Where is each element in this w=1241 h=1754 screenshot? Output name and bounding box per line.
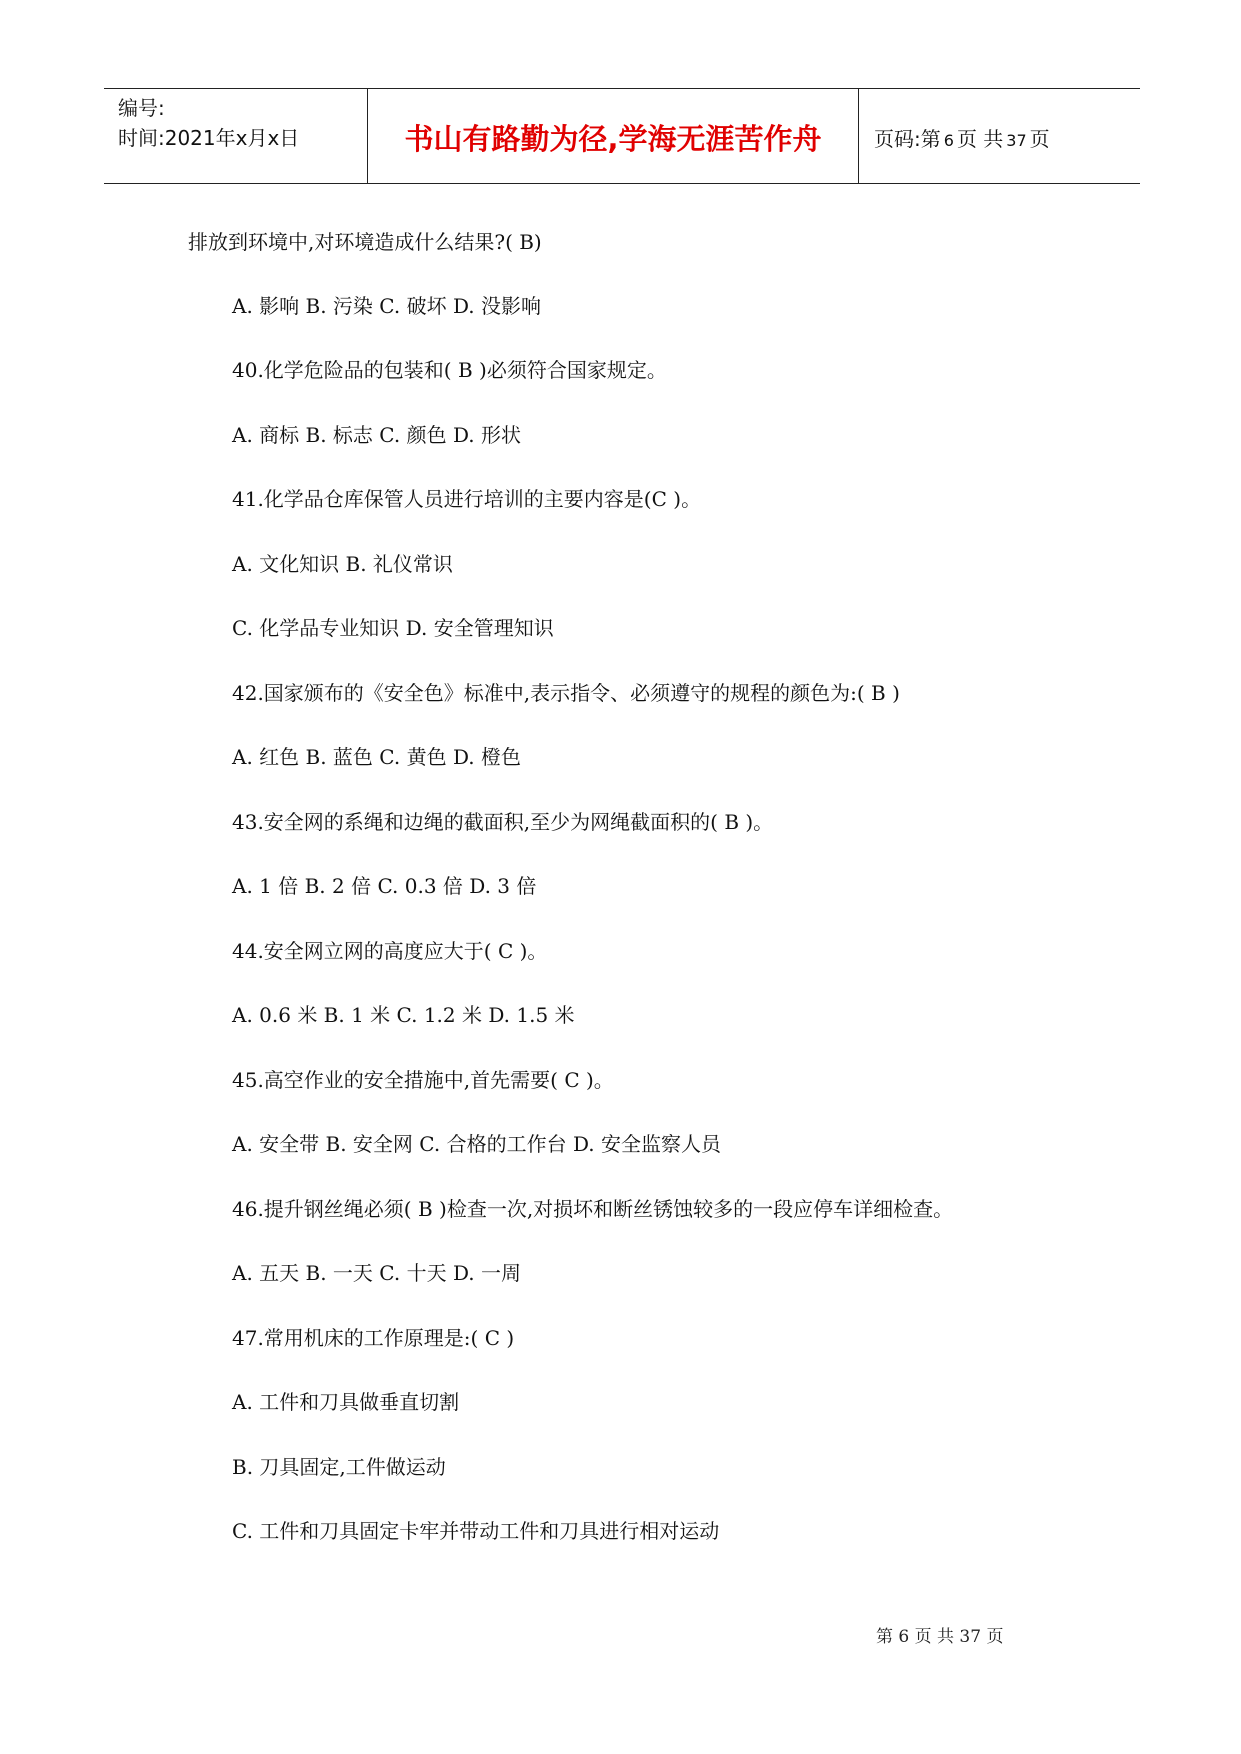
serial-label: 编号: bbox=[118, 96, 165, 120]
question-43: 43.安全网的系绳和边绳的截面积,至少为网绳截面积的( B )。 bbox=[232, 810, 774, 834]
header-page-indicator bbox=[874, 123, 1050, 152]
page-mid: 页 共 bbox=[956, 127, 1004, 151]
answer-options: A. 安全带 B. 安全网 C. 合格的工作台 D. 安全监察人员 bbox=[232, 1132, 721, 1156]
page-footer: 第 6 页 共 37 页 bbox=[876, 1627, 1004, 1647]
answer-options: A. 红色 B. 蓝色 C. 黄色 D. 橙色 bbox=[232, 745, 521, 769]
page-suffix: 页 bbox=[1029, 127, 1050, 151]
question-46: 46.提升钢丝绳必须( B )检查一次,对损坏和断丝锈蚀较多的一段应停车详细检查。 bbox=[232, 1197, 954, 1221]
answer-options: A. 影响 B. 污染 C. 破坏 D. 没影响 bbox=[232, 294, 541, 318]
page-number: 6 bbox=[943, 131, 954, 150]
question-44: 44.安全网立网的高度应大于( C )。 bbox=[232, 939, 548, 963]
answer-options: A. 0.6 米 B. 1 米 C. 1.2 米 D. 1.5 米 bbox=[232, 1003, 575, 1027]
header-motto: 书山有路勤为径,学海无涯苦作舟 bbox=[404, 122, 822, 156]
question-45: 45.高空作业的安全措施中,首先需要( C )。 bbox=[232, 1068, 614, 1092]
answer-option: C. 工件和刀具固定卡牢并带动工件和刀具进行相对运动 bbox=[232, 1519, 720, 1543]
time-label: 时间:2021年x月x日 bbox=[118, 126, 300, 150]
question-42: 42.国家颁布的《安全色》标准中,表示指令、必须遵守的规程的颜色为:( B ) bbox=[232, 681, 900, 705]
answer-options: A. 商标 B. 标志 C. 颜色 D. 形状 bbox=[232, 423, 521, 447]
header-divider-right bbox=[858, 89, 859, 184]
page-prefix: 页码:第 bbox=[874, 127, 941, 151]
page-header bbox=[104, 88, 1140, 184]
question-47: 47.常用机床的工作原理是:( C ) bbox=[232, 1326, 515, 1350]
answer-option: B. 刀具固定,工件做运动 bbox=[232, 1455, 446, 1479]
question-41: 41.化学品仓库保管人员进行培训的主要内容是(C )。 bbox=[232, 487, 702, 511]
question-40: 40.化学危险品的包装和( B )必须符合国家规定。 bbox=[232, 358, 667, 382]
answer-options: A. 五天 B. 一天 C. 十天 D. 一周 bbox=[232, 1261, 521, 1285]
answer-options: A. 1 倍 B. 2 倍 C. 0.3 倍 D. 3 倍 bbox=[232, 874, 537, 898]
text-line: 排放到环境中,对环境造成什么结果?( B) bbox=[188, 230, 542, 254]
header-meta bbox=[118, 93, 299, 153]
answer-option: A. 工件和刀具做垂直切割 bbox=[232, 1390, 460, 1414]
answer-options: C. 化学品专业知识 D. 安全管理知识 bbox=[232, 616, 554, 640]
page-total: 37 bbox=[1006, 131, 1027, 150]
answer-options: A. 文化知识 B. 礼仪常识 bbox=[232, 552, 453, 576]
